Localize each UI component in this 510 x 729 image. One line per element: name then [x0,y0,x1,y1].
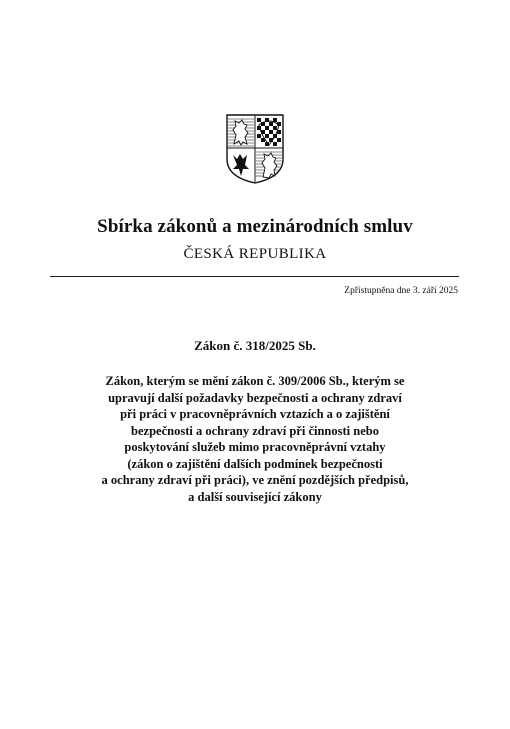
law-title-line: upravují další požadavky bezpečnosti a ochrany zdraví [108,390,402,405]
law-title [60,373,450,505]
law-title-line: a ochrany zdraví při práci), ve znění pozdějších předpisů, [101,473,409,487]
law-title-line: poskytování služeb mimo pracovněprávní vztahy [124,440,386,454]
collection-title: Sbírka zákonů a mezinárodních smluv [97,216,413,237]
coat-of-arms-icon [225,113,285,185]
law-title-line: Zákon, kterým se mění zákon č. 309/2006 Sb., kterým se [105,374,405,388]
law-title-line: (zákon o zajištění dalších podmínek bezpečnosti [127,456,383,471]
law-title-line: bezpečnosti a ochrany zdraví při činnosti nebo [131,423,379,438]
law-title-line: při práci v pracovněprávních vztazích a o zajištění [120,407,390,421]
law-title-line: a další související zákony [188,489,322,504]
header-divider [50,276,459,277]
law-number: Zákon č. 318/2025 Sb. [194,338,316,353]
publication-date: Zpřístupněna dne 3. září 2025 [344,286,458,296]
country-name: ČESKÁ REPUBLIKA [183,246,327,262]
